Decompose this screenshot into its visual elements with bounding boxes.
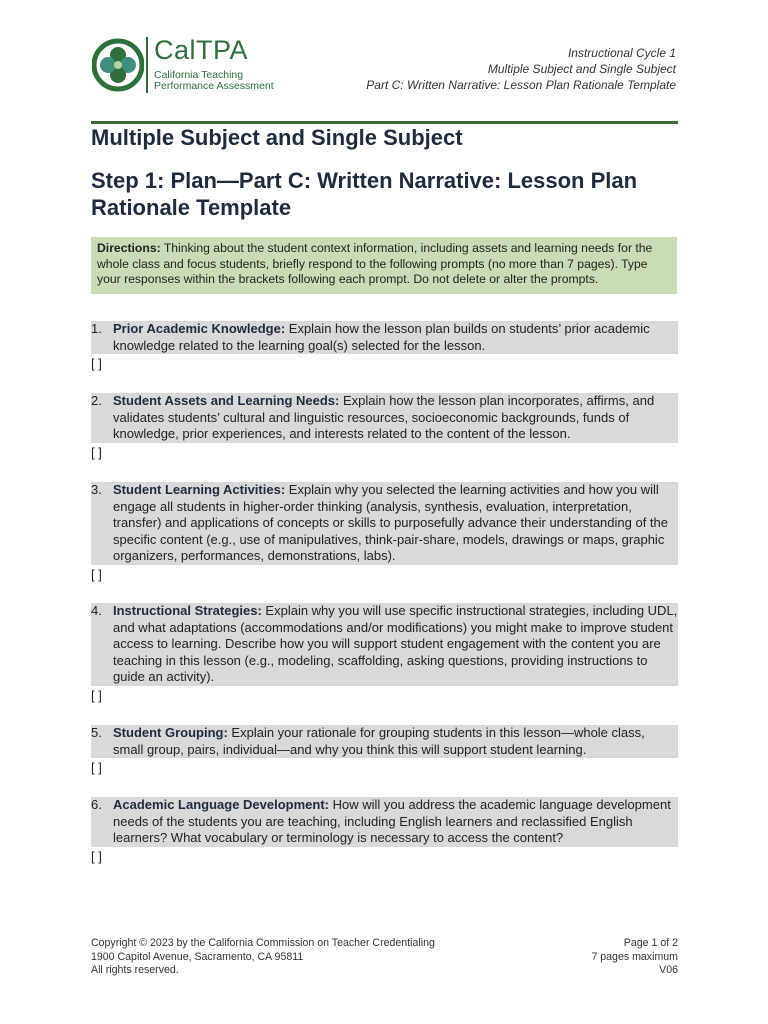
prompt-number: 3. xyxy=(91,482,102,497)
directions-box xyxy=(91,237,677,294)
header-rule xyxy=(91,121,678,124)
prompt-number: 6. xyxy=(91,797,102,812)
footer-page-info xyxy=(591,937,678,978)
footer-copyright xyxy=(91,937,435,978)
prompt-text-box xyxy=(91,725,678,758)
prompt-text: Explain how the lesson plan builds on students’ prior academic knowledge related to the learning goal(s) selected for the lesson. xyxy=(113,321,650,353)
response-field[interactable]: [ ] xyxy=(91,687,102,703)
prompt-1 xyxy=(91,321,678,373)
header-line3: Part C: Written Narrative: Lesson Plan Rationale Template xyxy=(366,78,676,92)
logo-line2: Performance Assessment xyxy=(154,80,274,92)
prompt-6 xyxy=(91,797,678,865)
prompt-text-box xyxy=(91,482,678,565)
prompt-label: Student Assets and Learning Needs: xyxy=(113,393,340,408)
prompt-number: 4. xyxy=(91,603,102,618)
footer-copyright-line: Copyright © 2023 by the California Commission on Teacher Credentialing xyxy=(91,937,435,949)
response-field[interactable]: [ ] xyxy=(91,760,102,775)
page-number: Page 1 of 2 xyxy=(623,937,678,949)
header-line1: Instructional Cycle 1 xyxy=(567,46,676,60)
prompt-text: Explain how the lesson plan incorporates, affirms, and validates students’ cultural and linguistic resources, socioeconomic backgrounds, funds of knowledge, prior experiences, and interests related to the content of the lesson. xyxy=(113,393,655,441)
prompt-text: Explain why you will use specific instructional strategies, including UDL, and what adaptations (accommodations and/or modifications) you might make to improve student access to learning. Describe how you will support student engagement with the content you are teaching in this lesson (e.g., modeling, scaffolding, asking questions, providing instructions to guide an activity). xyxy=(113,603,678,684)
directions-label: Directions: xyxy=(97,241,161,255)
prompt-number: 1. xyxy=(91,321,102,336)
prompt-label: Prior Academic Knowledge: xyxy=(113,321,286,336)
prompt-number: 2. xyxy=(91,393,102,408)
prompt-3 xyxy=(91,482,678,583)
logo-divider xyxy=(146,37,148,93)
prompt-text-box xyxy=(91,393,678,443)
pages-maximum: 7 pages maximum xyxy=(591,950,678,963)
logo-name: CalTPA xyxy=(154,35,249,65)
response-field[interactable]: [ ] xyxy=(91,566,102,582)
prompt-5 xyxy=(91,725,678,777)
caltpa-logo xyxy=(92,35,282,97)
prompt-text-box xyxy=(91,321,678,354)
prompt-label: Student Grouping: xyxy=(113,725,228,740)
prompt-text-box xyxy=(91,603,678,686)
prompt-text: Explain your rationale for grouping students in this lesson—whole class, small group, pairs, individual—and why you think this will support student learning. xyxy=(113,725,645,757)
prompt-label: Student Learning Activities: xyxy=(113,482,286,497)
header-line2: Multiple Subject and Single Subject xyxy=(487,62,676,76)
prompt-4 xyxy=(91,603,678,704)
page-title: Multiple Subject and Single Subject xyxy=(91,125,463,150)
prompt-label: Instructional Strategies: xyxy=(113,603,262,618)
prompt-text: Explain why you selected the learning activities and how you will engage all students in higher-order thinking (analysis, synthesis, evaluation, interpretation, transfer) and applications of concepts or skills to purposefully advance their understanding of the specific content (e.g., use of manipulatives, think-pair-share, models, drawings or maps, graphic organizers, performances, demonstrations, labs). xyxy=(113,482,668,563)
prompt-2 xyxy=(91,393,678,461)
response-field[interactable]: [ ] xyxy=(91,356,102,371)
prompt-number: 5. xyxy=(91,725,102,740)
response-field[interactable]: [ ] xyxy=(91,848,102,864)
footer-address: 1900 Capitol Avenue, Sacramento, CA 95811 xyxy=(91,950,304,963)
logo-line1: California Teaching xyxy=(154,69,244,81)
footer-rights: All rights reserved. xyxy=(91,964,179,976)
caltpa-clover-icon xyxy=(92,35,144,95)
prompt-text-box xyxy=(91,797,678,847)
running-header xyxy=(366,45,676,93)
prompt-label: Academic Language Development: xyxy=(113,797,329,812)
version-label: V06 xyxy=(659,964,678,976)
response-field[interactable]: [ ] xyxy=(91,444,102,460)
prompt-text: How will you address the academic language development needs of the students you are teaching, including English learners and reclassified English learners? What vocabulary or terminology is necessary to access the content? xyxy=(113,797,671,845)
page-subtitle: Step 1: Plan—Part C: Written Narrative: Lesson Plan Rationale Template xyxy=(91,168,638,220)
directions-text: Thinking about the student context information, including assets and learning needs for the whole class and focus students, briefly respond to the following prompts (no more than 7 pages). Type your responses within the brackets following each prompt. Do not delete or alter the prompts. xyxy=(97,241,653,287)
